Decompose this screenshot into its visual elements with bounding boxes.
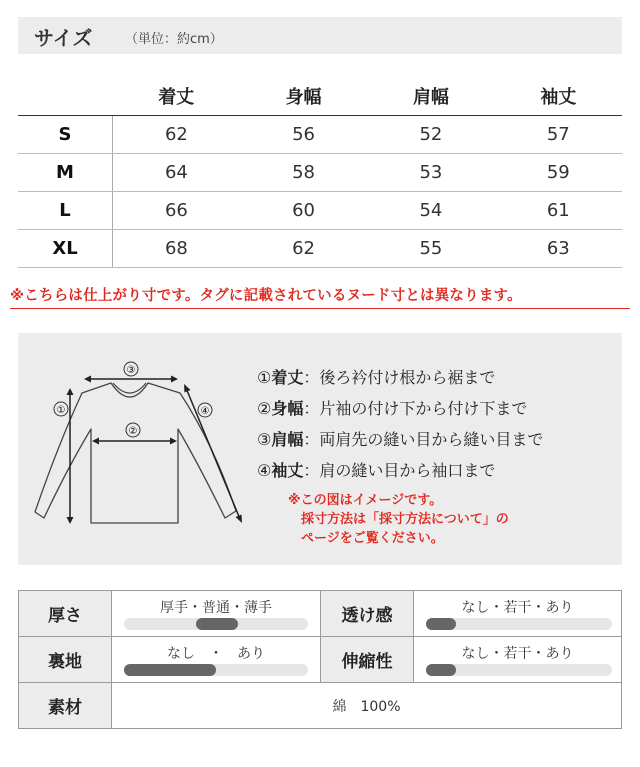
sheer-cell <box>414 591 622 637</box>
cell: 63 <box>495 230 622 268</box>
note-line: 採寸方法は「採寸方法について」の <box>301 512 509 527</box>
legend-item <box>257 393 543 424</box>
legend-desc: ：後ろ衿付け根から裾まで <box>303 368 496 387</box>
stretch-meter <box>426 664 612 676</box>
stretch-options: なし・若干・あり <box>461 646 574 662</box>
cell: 57 <box>495 116 622 154</box>
stretch-cell <box>414 637 622 683</box>
size-table-header <box>18 76 622 116</box>
cell: 62 <box>240 230 367 268</box>
unit-label: （単位：約cm） <box>125 32 223 47</box>
thickness-options: 厚手・普通・薄手 <box>160 600 272 616</box>
cell: 56 <box>240 116 367 154</box>
table-row <box>18 116 622 154</box>
thickness-meter <box>124 618 308 630</box>
cell: 53 <box>367 154 494 192</box>
note-line: ページをご覧ください。 <box>301 531 444 546</box>
sheer-meter <box>426 618 612 630</box>
sheer-label: 透け感 <box>321 591 414 637</box>
cell: 54 <box>367 192 494 230</box>
col-header: 着丈 <box>113 76 240 116</box>
table-row <box>18 192 622 230</box>
corner-cell <box>18 76 113 116</box>
lining-indicator <box>124 664 216 676</box>
cell: 60 <box>240 192 367 230</box>
legend-num: ③ <box>257 430 272 449</box>
marker-1: ① <box>56 405 66 416</box>
col-header: 肩幅 <box>367 76 494 116</box>
cell: 59 <box>495 154 622 192</box>
spec-row <box>19 683 622 729</box>
thickness-indicator <box>196 618 238 630</box>
legend-num: ① <box>257 368 272 387</box>
stretch-label: 伸縮性 <box>321 637 414 683</box>
legend-item <box>257 362 543 393</box>
marker-2: ② <box>128 426 138 437</box>
col-header: 袖丈 <box>495 76 622 116</box>
legend-num: ④ <box>257 461 272 480</box>
legend-num: ② <box>257 399 272 418</box>
row-size: S <box>18 116 113 154</box>
thickness-cell <box>112 591 321 637</box>
cell: 64 <box>113 154 240 192</box>
marker-4: ④ <box>200 406 210 417</box>
lining-label: 裏地 <box>19 637 112 683</box>
cell: 58 <box>240 154 367 192</box>
notice-text: ※こちらは仕上がり寸です。タグに記載されているヌード寸とは異なります。 <box>10 284 630 309</box>
legend-term: 身幅 <box>271 399 304 418</box>
size-title: サイズ <box>34 26 93 50</box>
lining-options: なし ・ あり <box>167 646 265 662</box>
legend-term: 着丈 <box>271 368 304 387</box>
lining-meter <box>124 664 308 676</box>
lining-cell <box>112 637 321 683</box>
diagram-note <box>288 491 509 548</box>
size-table <box>18 76 622 268</box>
cell: 62 <box>113 116 240 154</box>
marker-3: ③ <box>126 365 136 376</box>
col-header: 身幅 <box>240 76 367 116</box>
row-size: XL <box>18 230 113 268</box>
sheer-options: なし・若干・あり <box>461 600 574 616</box>
row-size: L <box>18 192 113 230</box>
material-label: 素材 <box>19 683 112 729</box>
shirt-illustration <box>18 333 268 565</box>
cell: 68 <box>113 230 240 268</box>
table-row <box>18 154 622 192</box>
stretch-indicator <box>426 664 456 676</box>
spec-row <box>19 637 622 683</box>
size-header <box>18 17 622 54</box>
legend-term: 袖丈 <box>271 461 304 480</box>
note-line: ※この図はイメージです。 <box>288 493 443 508</box>
legend-term: 肩幅 <box>271 430 304 449</box>
material-value: 綿 100% <box>112 683 622 729</box>
spec-row <box>19 591 622 637</box>
legend-desc: ：片袖の付け下から付け下まで <box>303 399 528 418</box>
measurement-legend <box>257 362 543 486</box>
cell: 55 <box>367 230 494 268</box>
sheer-indicator <box>426 618 456 630</box>
thickness-label: 厚さ <box>19 591 112 637</box>
cell: 52 <box>367 116 494 154</box>
row-size: M <box>18 154 113 192</box>
cell: 66 <box>113 192 240 230</box>
cell: 61 <box>495 192 622 230</box>
legend-desc: ：肩の縫い目から袖口まで <box>303 461 496 480</box>
table-row <box>18 230 622 268</box>
legend-desc: ：両肩先の縫い目から縫い目まで <box>303 430 544 449</box>
legend-item <box>257 455 543 486</box>
spec-table <box>18 590 622 729</box>
legend-item <box>257 424 543 455</box>
